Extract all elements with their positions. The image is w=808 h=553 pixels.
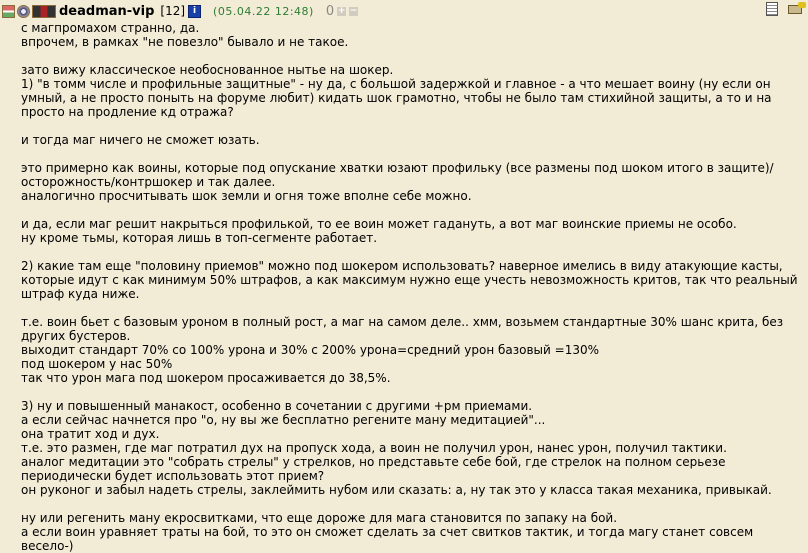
post-text-line: и да, если маг решит накрыться профилькой, то ее воин может гадануть, а вот маг воинские приемы не особо. <box>21 217 737 231</box>
post-body <box>21 21 805 553</box>
rank-icon <box>32 5 56 18</box>
post-header <box>0 0 808 22</box>
post-text-line: 3) ну и повышенный манакост, особенно в сочетании с другими +рм приемами. <box>21 399 533 413</box>
post-text-line: 2) какие там еще "половину приемов" можно под шокером использовать? наверное имелись в виду атакующие касты, которые идут с как минимум 50% штрафов, а как максимум нужно еще учесть невозможность критов, так что реальный штраф куда ниже. <box>21 259 802 301</box>
blank-line <box>21 119 805 133</box>
post-text-line: ну или регенить ману екросвитками, что еще дороже для мага становится по запаку на бой. <box>21 511 618 525</box>
post-text-line: т.е. это размен, где маг потратил дух на пропуск хода, а воин не получил урон, нанес урон, получил тактики. <box>21 441 727 455</box>
rating-count: 0 <box>325 3 335 19</box>
post-text-line: а если воин уравняет траты на бой, то это он сможет сделать за счет свитков тактик, и тогда магу станет совсем весело-) <box>21 525 757 553</box>
vote-minus-button[interactable]: − <box>349 5 358 16</box>
blank-line <box>21 245 805 259</box>
post-text-line: ну кроме тьмы, которая лишь в топ-сегменте работает. <box>21 231 378 245</box>
post-text-line: с магпромахом странно, да. <box>21 21 200 35</box>
post-text-line: т.е. воин бьет с базовым уроном в полный рост, а маг на самом деле.. хмм, возьмем стандартные 30% шанс крита, без других бустеров. <box>21 315 787 343</box>
reply-icon[interactable] <box>788 2 806 16</box>
clan-emblem-icon[interactable] <box>17 5 30 18</box>
blank-line <box>21 203 805 217</box>
post-text-line: так что урон мага под шокером просаживается до 38,5%. <box>21 371 391 385</box>
post-text-line: это примерно как воины, которые под опускание хватки юзают профильку (все размены под шоком итого в защите)/ осторожность/контршокер и так далее. <box>21 161 778 189</box>
author-name[interactable]: deadman-vip <box>59 3 155 19</box>
post-text-line: а если сейчас начнется про "о, ну вы же бесплатно регените ману медитацией"... <box>21 413 546 427</box>
post-text-line: аналог медитации это "собрать стрелы" у стрелков, но представьте себе бой, где стрелок на полном серьезе периодически будет использовать этот прием? <box>21 455 730 483</box>
vote-plus-button[interactable]: + <box>337 5 346 16</box>
blank-line <box>21 385 805 399</box>
blank-line <box>21 49 805 63</box>
blank-line <box>21 301 805 315</box>
post-text-line: она тратит ход и дух. <box>21 427 160 441</box>
post-text-line: он руконог и забыл надеть стрелы, заклеймить нубом или сказать: а, ну так это у класса такая механика, привыкай. <box>21 483 772 497</box>
post-text-line: впрочем, в рамках "не повезло" бывало и не такое. <box>21 35 349 49</box>
post-actions <box>766 2 806 16</box>
post-text-line: под шокером у нас 50% <box>21 357 173 371</box>
post-date: (05.04.22 12:48) <box>213 4 314 18</box>
post-text-line: 1) "в томм числе и профильные защитные" - ну да, с большой задержкой и главное - а что мешает воину (ну если он умный, а не просто поныть на форуме любит) кидать шок грамотно, чтобы не было там стихийной защиты, а то и на просто на продление кд отража? <box>21 77 776 119</box>
blank-line <box>21 497 805 511</box>
author-level: [12] <box>160 4 186 18</box>
alignment-icon <box>2 5 15 18</box>
info-icon[interactable]: i <box>188 5 201 18</box>
post-text-line: аналогично просчитывать шок земли и огня тоже вполне себе можно. <box>21 189 472 203</box>
post-text-line: выходит стандарт 70% со 100% урона и 30% с 200% урона=средний урон базовый =130% <box>21 343 600 357</box>
post-text-line: зато вижу классическое необоснованное нытье на шокер. <box>21 63 394 77</box>
post-text-line: и тогда маг ничего не сможет юзать. <box>21 133 260 147</box>
blank-line <box>21 147 805 161</box>
quote-icon[interactable] <box>766 2 778 16</box>
